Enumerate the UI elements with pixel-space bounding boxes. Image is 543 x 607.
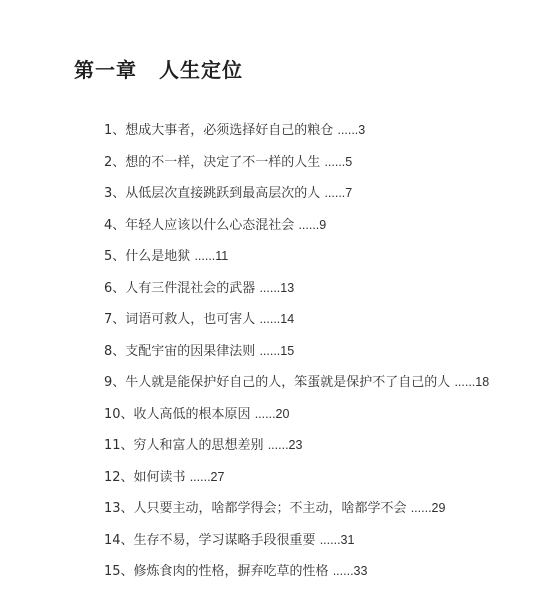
toc-item-title: 年轻人应该以什么心态混社会 <box>125 217 295 233</box>
toc-item-page-number: 23 <box>288 438 303 452</box>
toc-item-title: 人只要主动，啥都学得会；不主动，啥都学不会 <box>133 501 407 516</box>
toc-item[interactable] <box>104 430 489 462</box>
toc-item-title: 如何读书 <box>133 469 186 485</box>
toc-item-leader: ...... <box>259 312 281 326</box>
toc-item-title: 想的不一样，决定了不一样的人生 <box>125 154 321 170</box>
toc-item-leader: ...... <box>298 217 320 232</box>
toc-item[interactable] <box>104 556 489 588</box>
toc-item-title: 从低层次直接跳跃到最高层次的人 <box>125 186 321 201</box>
toc-item-title: 生存不易，学习谋略手段很重要 <box>133 532 316 548</box>
chapter-title <box>74 54 243 83</box>
toc-item-leader: ...... <box>267 438 289 452</box>
toc-item-page-number: 18 <box>475 375 490 389</box>
toc-item[interactable] <box>104 462 489 494</box>
toc-item-number: 14、 <box>104 532 134 548</box>
toc-item-page-number: 27 <box>210 469 225 484</box>
toc-item[interactable] <box>104 493 489 525</box>
toc-item[interactable] <box>104 336 489 368</box>
toc-item-page-number: 7 <box>345 186 353 200</box>
toc-item-title: 收人高低的根本原因 <box>133 406 251 422</box>
chapter-label: 第一章 <box>74 58 137 82</box>
toc-item-title: 牛人就是能保护好自己的人，笨蛋就是保护不了自己的人 <box>125 375 451 390</box>
toc-item-leader: ...... <box>259 280 281 295</box>
toc-item-page-number: 13 <box>280 280 295 295</box>
toc-item-page-number: 31 <box>340 532 355 547</box>
toc-item[interactable] <box>104 273 489 305</box>
toc-item-page-number: 9 <box>319 217 327 232</box>
toc-item[interactable] <box>104 304 489 336</box>
toc-item-leader: ...... <box>259 343 281 358</box>
chapter-name: 人生定位 <box>159 58 243 82</box>
toc-item-page-number: 3 <box>358 123 366 137</box>
toc-item[interactable] <box>104 525 489 557</box>
toc-item-number: 11、 <box>104 438 134 453</box>
toc-item[interactable] <box>104 147 489 179</box>
toc-item-number: 6、 <box>104 280 126 296</box>
toc-item-number: 8、 <box>104 343 126 359</box>
toc-item-title: 想成大事者，必须选择好自己的粮仓 <box>125 123 334 138</box>
toc-item-number: 2、 <box>104 154 126 170</box>
toc-item-page-number: 5 <box>345 154 353 169</box>
toc-item-page-number: 14 <box>280 312 295 326</box>
toc-item-leader: ...... <box>324 186 346 200</box>
toc-item[interactable] <box>104 367 489 399</box>
toc-item[interactable] <box>104 241 489 273</box>
toc-item-leader: ...... <box>319 532 341 547</box>
toc-item-number: 13、 <box>104 501 134 516</box>
toc-item-number: 1、 <box>104 123 126 138</box>
toc-item-number: 7、 <box>104 312 126 327</box>
table-of-contents <box>104 115 489 588</box>
toc-item-title: 穷人和富人的思想差别 <box>133 438 264 453</box>
toc-item-leader: ...... <box>194 249 216 263</box>
toc-item-title: 修炼食肉的性格，摒弃吃草的性格 <box>133 564 329 579</box>
toc-item-leader: ...... <box>332 564 354 578</box>
toc-item-leader: ...... <box>454 375 476 389</box>
toc-item-leader: ...... <box>410 501 432 515</box>
toc-item-page-number: 33 <box>353 564 368 578</box>
toc-item[interactable] <box>104 115 489 147</box>
toc-item-title: 什么是地狱 <box>125 249 191 264</box>
toc-item-number: 3、 <box>104 186 126 201</box>
toc-item-number: 10、 <box>104 406 134 422</box>
toc-item-page-number: 29 <box>431 501 446 515</box>
toc-item[interactable] <box>104 210 489 242</box>
toc-item-number: 9、 <box>104 375 126 390</box>
toc-item-number: 12、 <box>104 469 134 485</box>
toc-item-page-number: 20 <box>275 406 290 421</box>
toc-item-page-number: 15 <box>280 343 295 358</box>
toc-item-page-number: 11 <box>215 249 229 263</box>
toc-item-leader: ...... <box>324 154 346 169</box>
toc-item-number: 15、 <box>104 564 134 579</box>
toc-item-leader: ...... <box>254 406 276 421</box>
toc-item-number: 5、 <box>104 249 126 264</box>
toc-item[interactable] <box>104 399 489 431</box>
toc-item-title: 词语可救人，也可害人 <box>125 312 256 327</box>
toc-item-title: 支配宇宙的因果律法则 <box>125 343 256 359</box>
toc-item-leader: ...... <box>189 469 211 484</box>
toc-item[interactable] <box>104 178 489 210</box>
toc-item-leader: ...... <box>337 123 359 137</box>
toc-item-number: 4、 <box>104 217 126 233</box>
toc-item-title: 人有三件混社会的武器 <box>125 280 256 296</box>
